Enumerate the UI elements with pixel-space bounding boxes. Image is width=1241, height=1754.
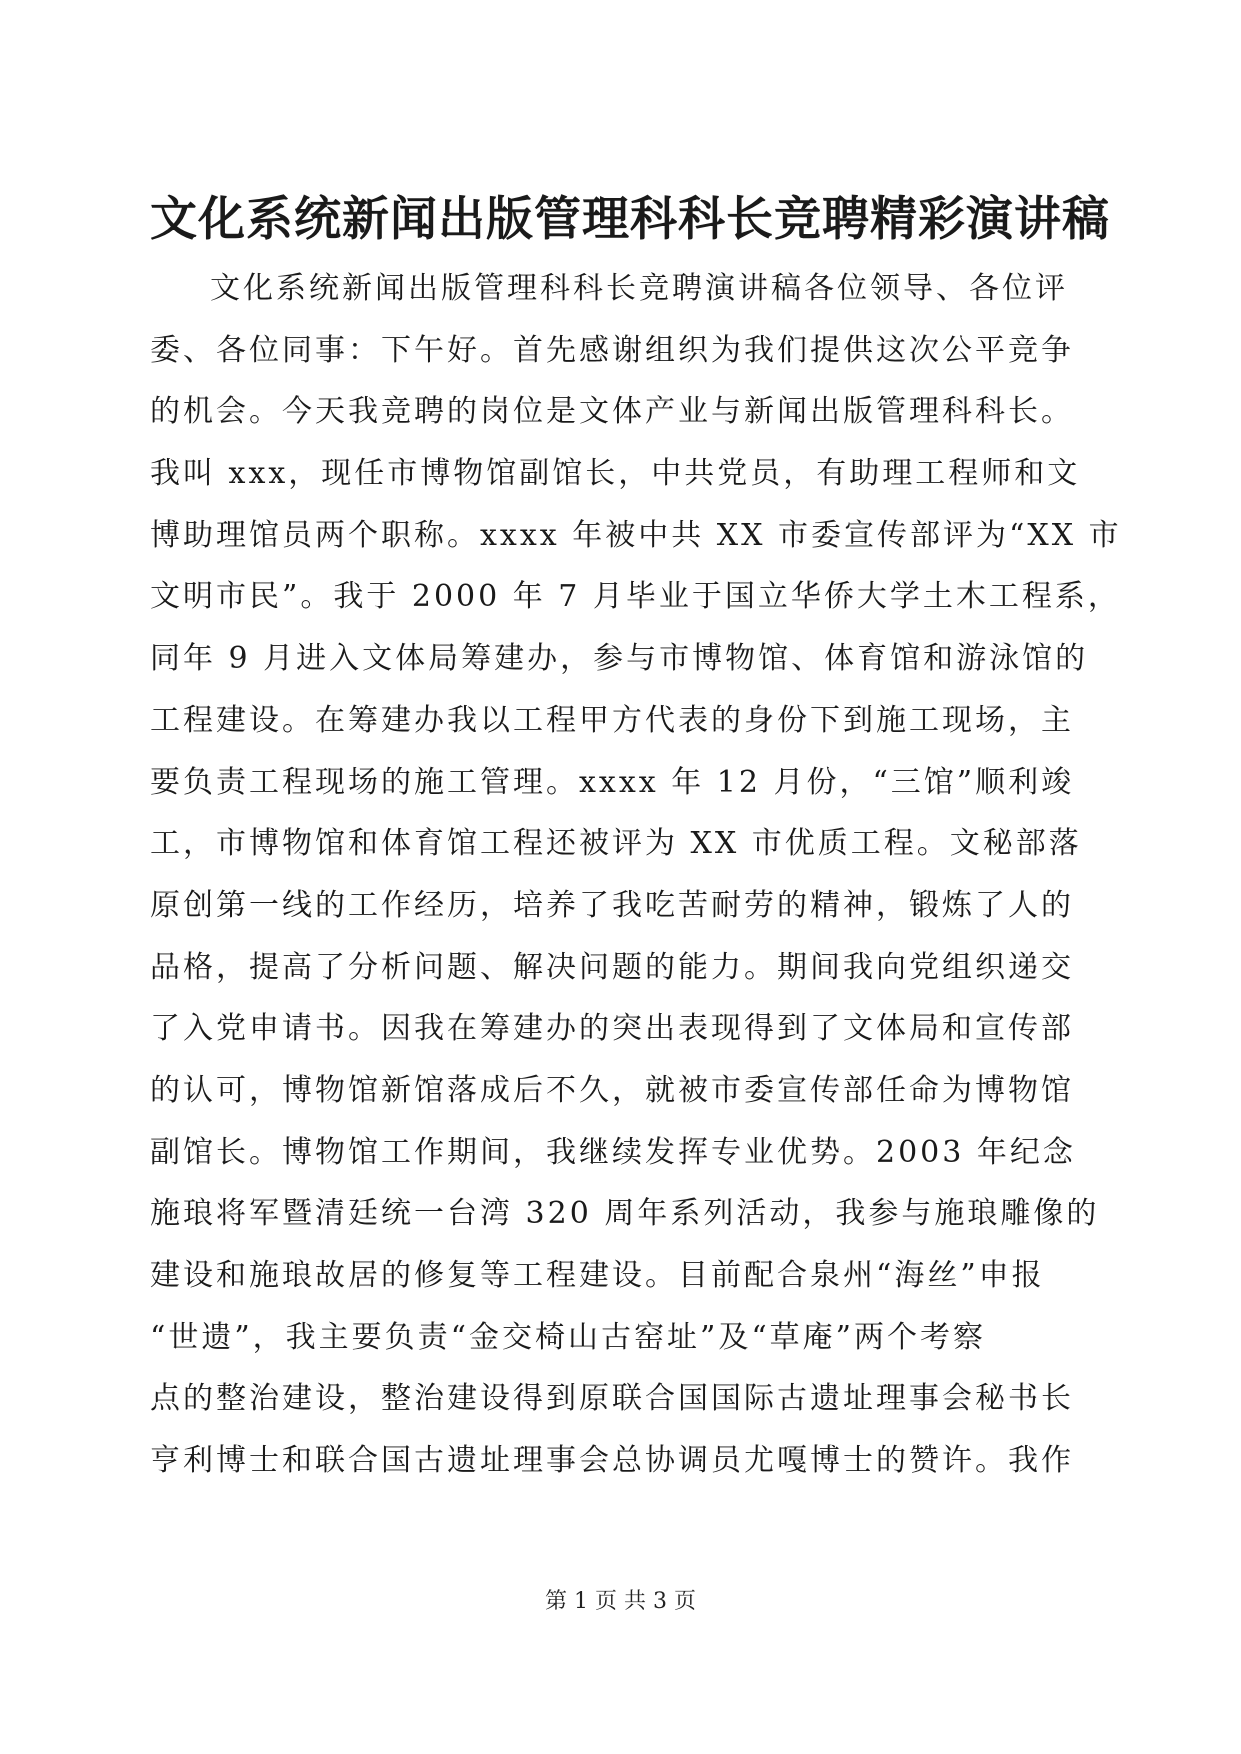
body-line: 了入党申请书。因我在筹建办的突出表现得到了文体局和宣传部 [150, 1011, 1074, 1047]
document-title: 文化系统新闻出版管理科科长竞聘精彩演讲稿 [150, 192, 1110, 247]
body-line: 同年 9 月进入文体局筹建办，参与市博物馆、体育馆和游泳馆的 [150, 641, 1089, 677]
body-line: 工，市博物馆和体育馆工程还被评为 XX 市优质工程。文秘部落 [150, 826, 1082, 862]
body-line: 文明市民”。我于 2000 年 7 月毕业于国立华侨大学土木工程系， [150, 579, 1121, 615]
body-text [150, 258, 1122, 1492]
body-line: 文化系统新闻出版管理科科长竞聘演讲稿各位领导、各位评 [210, 271, 1068, 306]
body-line: 的认可，博物馆新馆落成后不久，就被市委宣传部任命为博物馆 [150, 1072, 1074, 1108]
body-line: 副馆长。博物馆工作期间，我继续发挥专业优势。2003 年纪念 [150, 1134, 1076, 1170]
body-line: 原创第一线的工作经历，培养了我吃苦耐劳的精神，锻炼了人的 [150, 887, 1074, 923]
body-line: 要负责工程现场的施工管理。xxxx 年 12 月份，“三馆”顺利竣 [150, 764, 1075, 800]
body-line: 工程建设。在筹建办我以工程甲方代表的身份下到施工现场，主 [150, 702, 1074, 738]
body-line: 委、各位同事：下午好。首先感谢组织为我们提供这次公平竞争 [150, 332, 1074, 368]
body-line: 建设和施琅故居的修复等工程建设。目前配合泉州“海丝”申报 [150, 1258, 1045, 1293]
body-line: 我叫 xxx，现任市博物馆副馆长，中共党员，有助理工程师和文 [150, 456, 1081, 492]
body-line: 博助理馆员两个职称。xxxx 年被中共 XX 市委宣传部评为“XX 市 [150, 517, 1122, 553]
body-line: 品格，提高了分析问题、解决问题的能力。期间我向党组织递交 [150, 949, 1074, 985]
body-line: 点的整治建设，整治建设得到原联合国国际古遗址理事会秘书长 [150, 1381, 1074, 1417]
body-line: “世遗”，我主要负责“金交椅山古窑址”及“草庵”两个考察 [150, 1319, 987, 1355]
body-line: 亨利博士和联合国古遗址理事会总协调员尤嘎博士的赞许。我作 [150, 1443, 1074, 1479]
body-line: 施琅将军暨清廷统一台湾 320 周年系列活动，我参与施琅雕像的 [150, 1196, 1100, 1232]
body-line: 的机会。今天我竞聘的岗位是文体产业与新闻出版管理科科长。 [150, 394, 1074, 430]
page-footer: 第 1 页 共 3 页 [545, 1589, 696, 1614]
